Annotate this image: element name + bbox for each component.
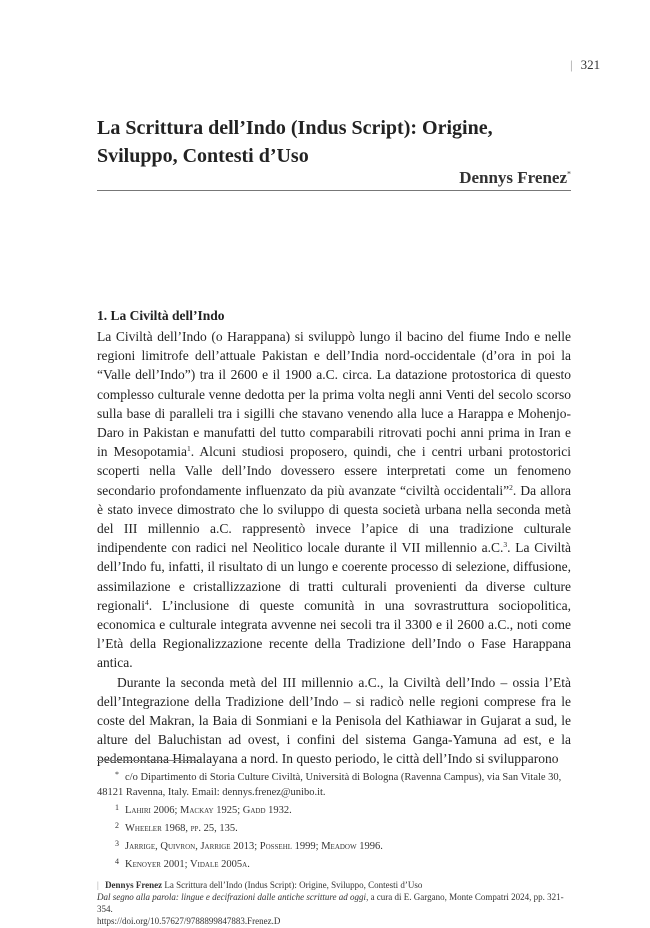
body-text	[97, 327, 571, 769]
footnote-star-text: c/o Dipartimento di Storia Culture Civiltà, Università di Bologna (Ravenna Campus), via San Vitale 30, 48121 Ravenna, Italy. Email: dennys.frenez@unibo.it.	[97, 772, 562, 798]
paragraph-1-text-a: La Civiltà dell’Indo (o Harappana) si sviluppò lungo il bacino del fiume Indo e nelle regioni limitrofe dell’attuale Pakistan e dell’India nord-occidentale (d’ora in poi la “Valle dell’Indo”) tra il 2600 e il 1900 a.C. circa. La datazione protostorica di questo complesso culturale venne dedotta per la prima volta negli anni Venti del secolo scorso sulla base di paralleli tra i sigilli che stavano venendo alla luce a Harappa e Mohenjo-Daro in Pakistan e manufatti del tutto comparabili ritrovati pochi anni prima in Iran e in Mesopotamia	[97, 329, 571, 460]
page-number-divider: |	[570, 57, 573, 72]
footer-citation: , a cura di E. Gargano, Monte Compatri 2024, pp. 321-354.	[97, 892, 564, 914]
footnote-ref-3: 3	[503, 540, 508, 550]
title-divider	[97, 190, 571, 191]
footer-author: Dennys Frenez	[105, 880, 163, 890]
paragraph-2: Durante la seconda metà del III millennio a.C., la Civiltà dell’Indo – ossia l’Età dell’Integrazione della Tradizione dell’Indo – si radicò nelle regioni comprese fra le coste del Makran, la Baia di Sonmiani e la Penisola del Kathiawar in Gujarat a sud, le alture del Baluchistan ad ovest, i confini del sistema Ganga-Yamuna ad est, e la pedemontana Himalayana a nord. In questo periodo, le città dell’Indo si svilupparono	[97, 674, 571, 767]
footer-title: La Scrittura dell’Indo (Indus Script): Origine, Sviluppo, Contesti d’Uso	[164, 880, 423, 890]
footnote-3-marker: 3	[115, 839, 119, 848]
footer-book-title: Dal segno alla parola: lingue e decifrazioni dalle antiche scritture ad oggi	[97, 892, 367, 902]
paragraph-1-text-b: . Alcuni studiosi proposero, quindi, che i centri urbani protostorici scoperti nella Valle dell’Indo dovessero essere interpretati come un fenomeno secondario profondamente influenzato da più avanzate “civiltà occidentali”	[97, 444, 571, 498]
footnote-1-text: Lahiri 2006; Mackay 1925; Gadd 1932.	[125, 805, 292, 816]
footer-line-1	[97, 879, 571, 891]
footnote-1	[97, 800, 571, 818]
footnote-4-marker: 4	[115, 857, 119, 866]
footnote-ref-4: 4	[144, 597, 149, 607]
footnotes	[97, 767, 571, 872]
footnote-4-text: Kenoyer 2001; Vidale 2005a.	[125, 859, 250, 870]
footnote-divider	[97, 760, 197, 761]
footnote-3-text: Jarrige, Quivron, Jarrige 2013; Possehl 1999; Meadow 1996.	[125, 841, 383, 852]
footer-doi[interactable]: https://doi.org/10.57627/9788899847883.Frenez.D	[97, 916, 281, 926]
footnote-3	[97, 836, 571, 854]
footnote-ref-1: 1	[186, 444, 191, 454]
paragraph-1	[97, 327, 571, 673]
footnote-star-marker: *	[115, 770, 119, 779]
footer-line-2	[97, 891, 571, 915]
article-title: La Scrittura dell’Indo (Indus Script): Origine, Sviluppo, Contesti d’Uso	[97, 117, 493, 167]
footnote-4	[97, 854, 571, 872]
page-footer	[97, 879, 571, 927]
page-number	[570, 57, 600, 73]
section-heading: 1. La Civiltà dell’Indo	[97, 308, 225, 323]
author-name: Dennys Frenez	[459, 168, 567, 187]
page-number-value: 321	[580, 57, 601, 72]
footnote-2-text: Wheeler 1968, pp. 25, 135.	[125, 823, 238, 834]
footnote-1-marker: 1	[115, 803, 119, 812]
footnote-ref-2: 2	[509, 482, 513, 492]
footnote-star	[97, 767, 571, 800]
footnote-2	[97, 818, 571, 836]
author-line	[459, 168, 571, 188]
paragraph-1-text-d: . La Civiltà dell’Indo fu, infatti, il risultato di un lungo e coerente processo di selezione, diffusione, assimilazione e cristallizzazione di tratti culturali provenienti da diverse culture regionali	[97, 540, 571, 613]
paragraph-1-text-e: . L’inclusione di queste comunità in una sovrastruttura sociopolitica, economica e culturale integrata avvenne nei secoli tra il 3300 e il 2600 a.C., noti come l’Età della Regionalizzazione recente della Tradizione dell’Indo o Fase Harappana antica.	[97, 597, 571, 671]
footer-divider: |	[97, 880, 99, 890]
footnote-2-marker: 2	[115, 821, 119, 830]
author-footnote-marker: *	[567, 169, 571, 179]
paragraph-1-text-c: . Da allora è stato invece dimostrato che lo sviluppo di questa società urbana nella seconda metà del III millennio a.C. rappresentò invece l’apice di una tradizione culturale indipendente con radici nel Neolitico locale durante il VII millennio a.C.	[97, 482, 572, 556]
